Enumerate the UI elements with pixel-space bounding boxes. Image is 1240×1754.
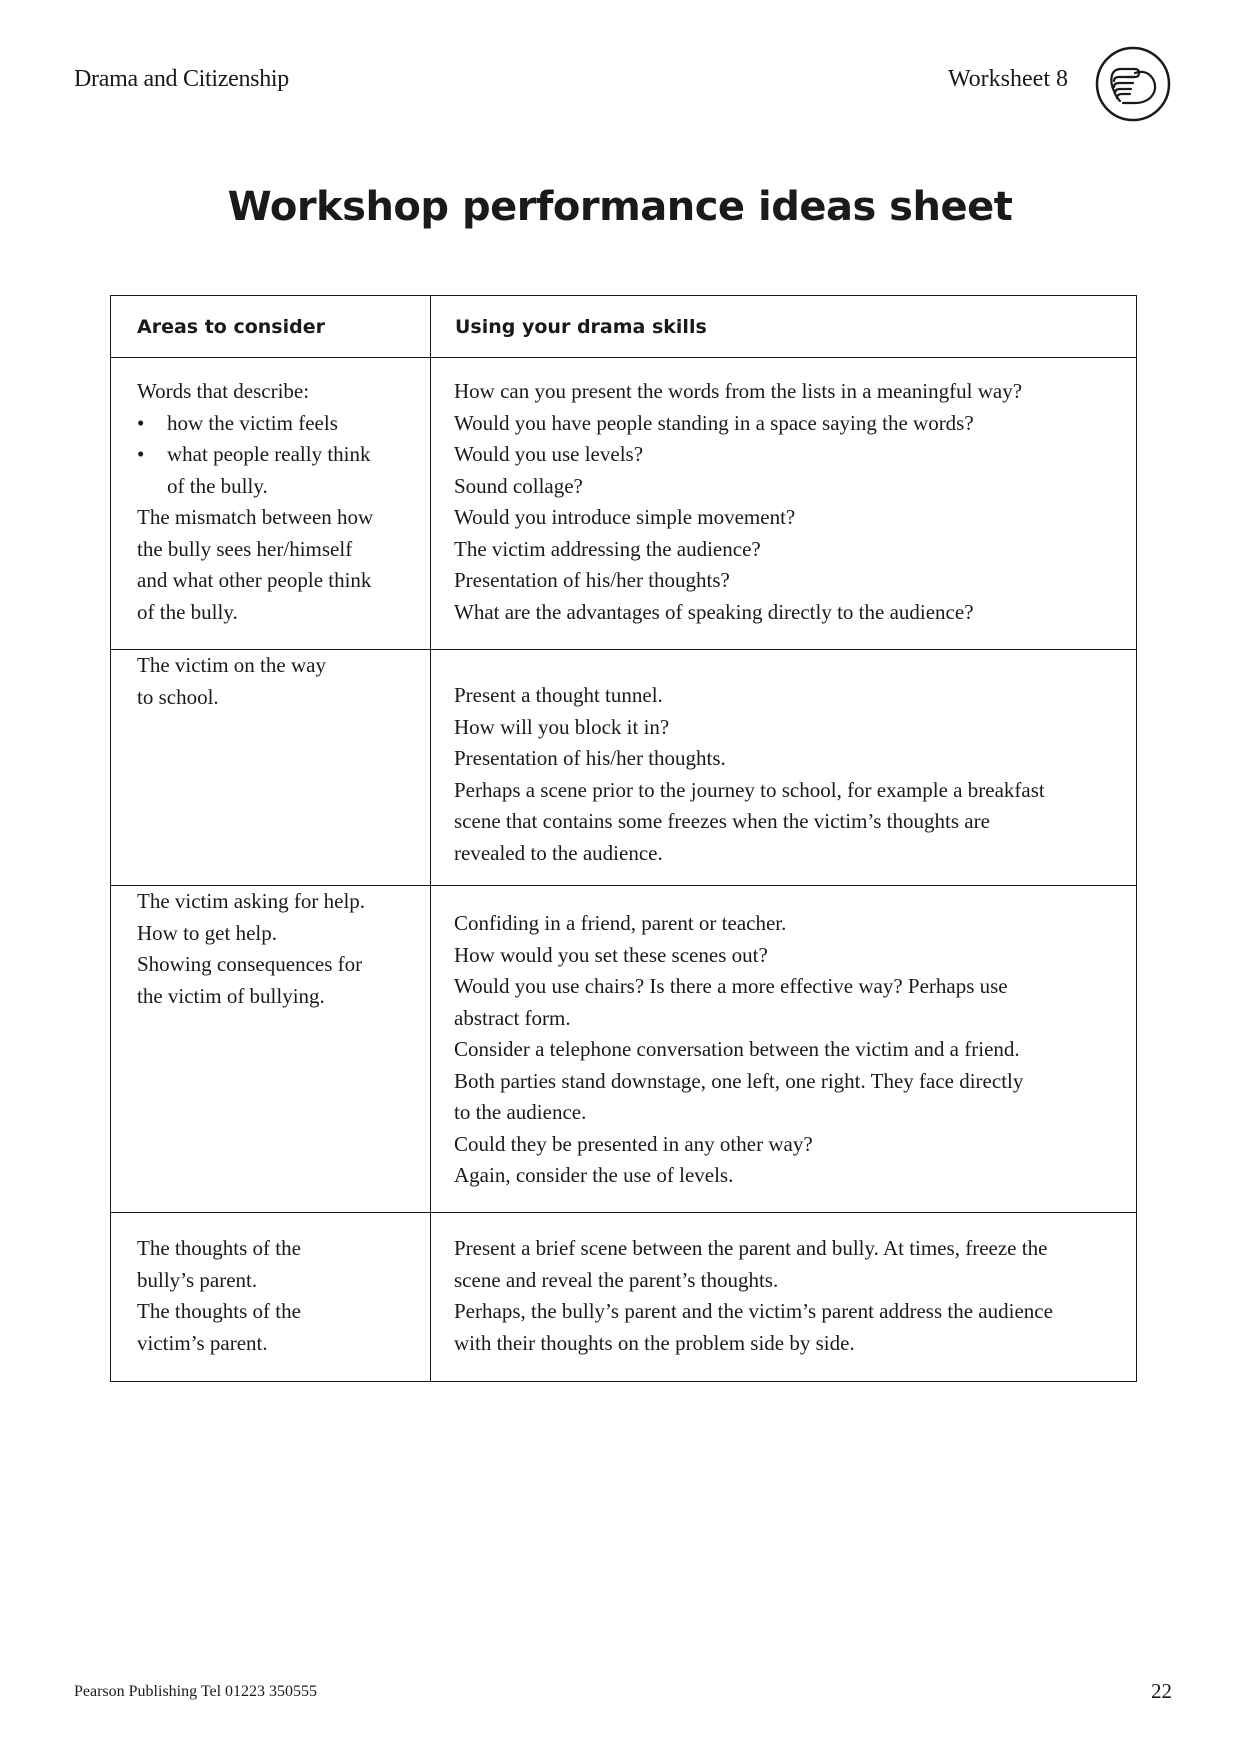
cell-line: Would you have people standing in a space saying the words? <box>454 410 974 435</box>
table-row <box>111 886 1137 1213</box>
cell-line: Again, consider the use of levels. <box>454 1163 734 1187</box>
cell-line: Presentation of his/her thoughts? <box>454 568 730 592</box>
cell-line: abstract form. <box>454 1005 571 1030</box>
table-row <box>111 358 1137 650</box>
skills-cell <box>431 358 1137 650</box>
cell-line: Present a thought tunnel. <box>454 683 663 707</box>
cell-line: How would you set these scenes out? <box>454 942 768 967</box>
running-header-title: Drama and Citizenship <box>74 66 289 92</box>
cell-line: the victim of bullying. <box>137 983 325 1008</box>
cell-line: Sound collage? <box>454 473 583 498</box>
publisher-footer: Pearson Publishing Tel 01223 350555 <box>74 1683 318 1700</box>
cell-line: How to get help. <box>137 920 277 945</box>
areas-cell <box>111 886 431 1213</box>
cell-line: to school. <box>137 684 219 709</box>
cell-line: How will you block it in? <box>454 714 670 739</box>
cell-line: Present a brief scene between the parent and bully. At times, freeze the <box>454 1236 1048 1260</box>
worksheet-label: Worksheet 8 <box>947 66 1068 92</box>
table-row <box>111 1213 1137 1382</box>
column-header-skills: Using your drama skills <box>431 296 1137 358</box>
table-row <box>111 650 1137 886</box>
skills-cell <box>431 886 1137 1213</box>
cell-line: Would you use levels? <box>454 442 644 466</box>
cell-line: revealed to the audience. <box>454 840 663 865</box>
cell-line: Perhaps, the bully’s parent and the victim’s parent address the audience <box>454 1299 1053 1323</box>
cell-line: scene that contains some freezes when the victim’s thoughts are <box>454 809 990 833</box>
cell-line: of the bully. <box>137 599 238 624</box>
page-number: 22 <box>1151 1679 1172 1703</box>
page-title: Workshop performance ideas sheet <box>227 184 1013 230</box>
cell-line: How can you present the words from the lists in a meaningful way? <box>454 379 1023 403</box>
cell-line: the bully sees her/himself <box>137 536 353 561</box>
cell-line: Confiding in a friend, parent or teacher. <box>454 911 787 935</box>
cell-line: to the audience. <box>454 1100 587 1124</box>
cell-line: Showing consequences for <box>137 952 363 976</box>
cell-line: The victim asking for help. <box>137 889 366 913</box>
cell-line: of the bully. <box>167 473 268 498</box>
areas-cell <box>111 650 431 886</box>
cell-line: bully’s parent. <box>137 1267 258 1292</box>
cell-line: What are the advantages of speaking directly to the audience? <box>454 599 974 624</box>
skills-cell <box>431 1213 1137 1382</box>
areas-cell <box>111 358 431 650</box>
bullet-item: • how the victim feels <box>137 410 338 435</box>
cell-line: Perhaps a scene prior to the journey to school, for example a breakfast <box>454 777 1045 802</box>
table-header-row <box>111 296 1137 358</box>
bullet-item: • what people really think <box>137 442 371 466</box>
skills-cell <box>431 650 1137 886</box>
cell-line: victim’s parent. <box>137 1330 268 1355</box>
cell-line: Both parties stand downstage, one left, one right. They face directly <box>454 1068 1024 1093</box>
cell-line: The mismatch between how <box>137 505 374 529</box>
cell-line: scene and reveal the parent’s thoughts. <box>454 1267 779 1292</box>
cell-line: The thoughts of the <box>137 1299 301 1323</box>
cell-line: Words that describe: <box>137 379 310 403</box>
cell-line: and what other people think <box>137 568 372 592</box>
cell-line: with their thoughts on the problem side by side. <box>454 1330 855 1355</box>
cell-line: Presentation of his/her thoughts. <box>454 746 726 770</box>
ideas-table <box>110 295 1137 1382</box>
cell-line: The victim on the way <box>137 653 326 677</box>
column-header-areas: Areas to consider <box>111 296 431 358</box>
areas-cell <box>111 1213 431 1382</box>
cell-line: The victim addressing the audience? <box>454 536 761 561</box>
cell-line: The thoughts of the <box>137 1236 301 1260</box>
cell-line: Consider a telephone conversation between the victim and a friend. <box>454 1037 1020 1061</box>
cell-line: Would you introduce simple movement? <box>454 505 796 529</box>
cell-line: Could they be presented in any other way? <box>454 1131 813 1156</box>
cell-line: Would you use chairs? Is there a more effective way? Perhaps use <box>454 974 1008 998</box>
fist-icon <box>1094 45 1172 123</box>
